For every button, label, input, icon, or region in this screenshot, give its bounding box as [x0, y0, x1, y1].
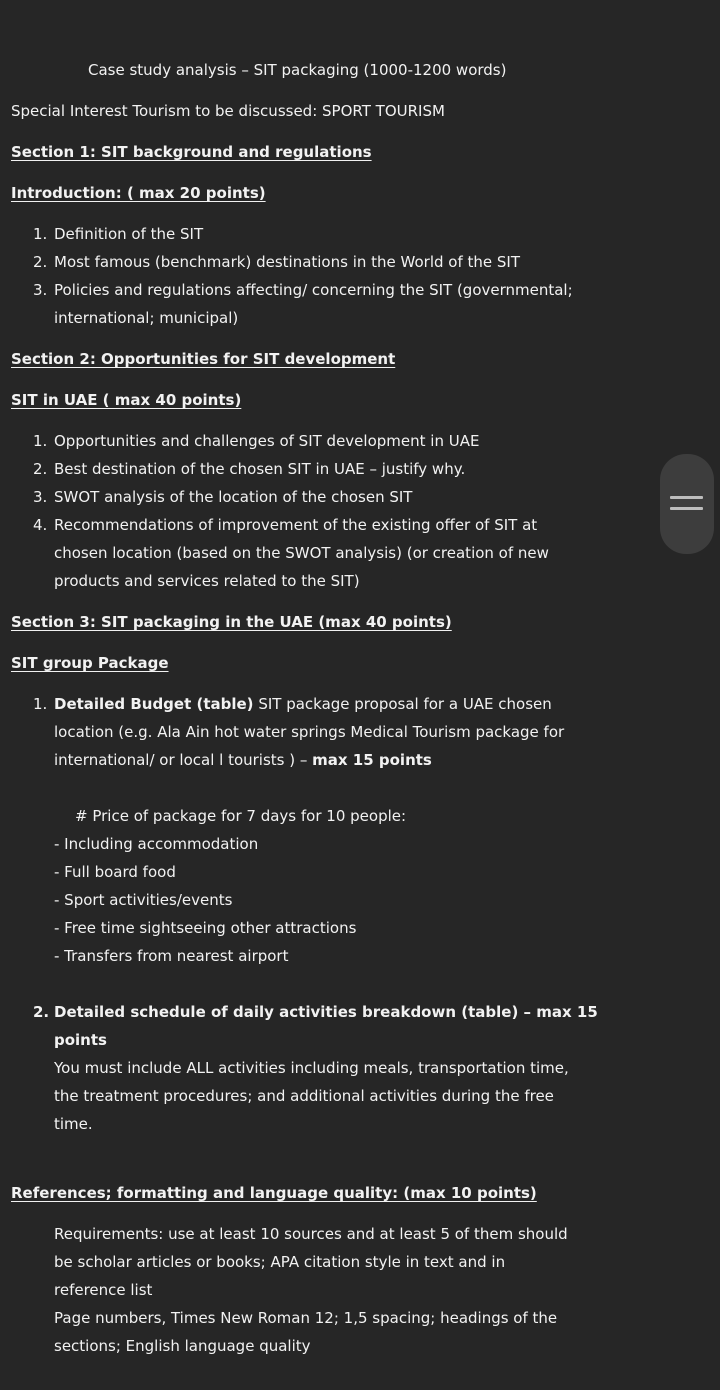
scroll-handle[interactable] — [660, 454, 714, 554]
uae-list — [11, 427, 611, 595]
price-list — [11, 830, 611, 970]
list-item: - Free time sightseeing other attractions — [54, 919, 357, 937]
list-item-continuation: international; municipal) — [54, 309, 239, 327]
list-item: - Full board food — [54, 863, 176, 881]
section1-heading: Section 1: SIT background and regulations — [11, 143, 372, 161]
price-heading: # Price of package for 7 days for 10 people: — [75, 807, 407, 825]
list-item: - Transfers from nearest airport — [54, 947, 289, 965]
uae-heading: SIT in UAE ( max 40 points) — [11, 391, 242, 409]
list-item: - Including accommodation — [54, 835, 259, 853]
intro-list — [11, 220, 611, 332]
list-item-continuation: chosen location (based on the SWOT analysis) (or creation of new — [54, 544, 549, 562]
references-requirements: Requirements: use at least 10 sources and at least 5 of them should be scholar articles or books; APA citation style in text and in reference list Page numbers, Times New Roman 12; 1,5 spacing; headings of the sections; English language quality — [54, 1225, 568, 1355]
package-item-2: 2. Detailed schedule of daily activities breakdown (table) – max 15 points You must include ALL activities including meals, transportation time, the treatment procedures; and additional activities during the free time. — [33, 1003, 598, 1133]
list-item: 4. Recommendations of improvement of the existing offer of SIT at — [33, 516, 538, 534]
intro-heading: Introduction: ( max 20 points) — [11, 184, 266, 202]
list-item: 1. Opportunities and challenges of SIT development in UAE — [33, 432, 480, 450]
list-item: 2. Most famous (benchmark) destinations in the World of the SIT — [33, 253, 521, 271]
section3-heading: Section 3: SIT packaging in the UAE (max 40 points) — [11, 613, 452, 631]
list-item: 3. SWOT analysis of the location of the chosen SIT — [33, 488, 413, 506]
references-heading: References; formatting and language quality: (max 10 points) — [11, 1184, 537, 1202]
list-item: 2. Best destination of the chosen SIT in UAE – justify why. — [33, 460, 466, 478]
group-package-heading: SIT group Package — [11, 654, 169, 672]
list-item-continuation: products and services related to the SIT) — [54, 572, 360, 590]
section2-heading: Section 2: Opportunities for SIT development — [11, 350, 396, 368]
special-interest-line: Special Interest Tourism to be discussed: SPORT TOURISM — [11, 102, 445, 120]
doc-title: Case study analysis – SIT packaging (1000-1200 words) — [88, 61, 507, 79]
document-body — [11, 56, 611, 1360]
package-item-1: 1. Detailed Budget (table) SIT package proposal for a UAE chosen location (e.g. Ala Ain hot water springs Medical Tourism package for international/ or local l tourists ) – max 15 points — [33, 695, 565, 769]
list-item: 1. Definition of the SIT — [33, 225, 204, 243]
list-item: 3. Policies and regulations affecting/ concerning the SIT (governmental; — [33, 281, 573, 299]
grip-icon — [670, 496, 703, 499]
list-item: - Sport activities/events — [54, 891, 233, 909]
